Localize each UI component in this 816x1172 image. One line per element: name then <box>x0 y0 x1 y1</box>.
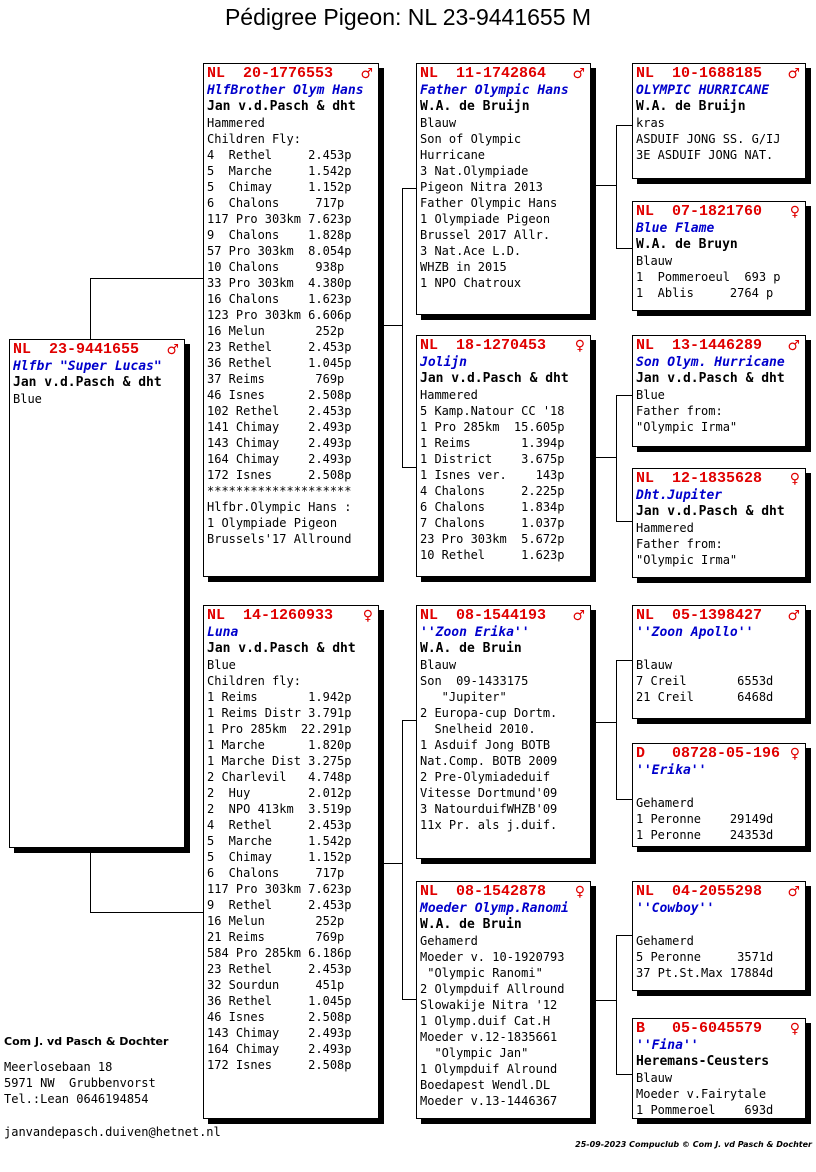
info-line: 7 Creil 6553d <box>636 674 774 688</box>
breeder-street: Meerlosebaan 18 <box>4 1060 113 1074</box>
info-line: 1 Reims 1.394p <box>420 436 565 450</box>
info-line: "Olympic Jan" <box>420 1046 529 1060</box>
pigeon-card-mother-mother[interactable] <box>416 881 591 1119</box>
ring-number-text: NL 08-1544193 <box>420 607 547 624</box>
male-icon: ♂ <box>572 608 585 624</box>
info-line: Moeder v.12-1835661 <box>420 1030 558 1044</box>
ring-number-text: NL 10-1688185 <box>636 65 763 82</box>
info-line: WHZB in 2015 <box>420 260 507 274</box>
info-line: Blue <box>13 392 42 406</box>
info-line: 5 Kamp.Natour CC '18 <box>420 404 565 418</box>
info-line: 37 Pt.St.Max 17884d <box>636 966 774 980</box>
footer-credit: 25-09-2023 Compuclub © Com J. vd Pasch & Dochter <box>575 1140 812 1149</box>
info-line: 23 Rethel 2.453p <box>207 340 352 354</box>
info-line: 1 Peronne 24353d <box>636 828 774 842</box>
info-line: Gehamerd <box>636 796 694 810</box>
info-line: 584 Pro 285km 6.186p <box>207 946 352 960</box>
info-line: 1 Olympiade Pigeon <box>207 516 338 530</box>
female-icon: ♀ <box>789 204 800 220</box>
info-line: Father from: <box>636 404 723 418</box>
connector-line <box>90 847 91 913</box>
info-line: 143 Chimay 2.493p <box>207 436 352 450</box>
info-line: 1 Marche Dist 3.275p <box>207 754 352 768</box>
pigeon-name: Son Olym. Hurricane <box>636 355 785 370</box>
pigeon-name: ''Cowboy'' <box>636 901 715 916</box>
info-line: kras <box>636 116 665 130</box>
info-line: 1 NPO Chatroux <box>420 276 522 290</box>
ring-number <box>420 337 587 355</box>
info-line: 10 Chalons 938p <box>207 260 345 274</box>
pigeon-name: ''Fina'' <box>636 1038 699 1053</box>
info-line: Blauw <box>636 1071 673 1085</box>
info-line: 141 Chimay 2.493p <box>207 420 352 434</box>
ring-number <box>636 65 802 83</box>
connector-line <box>616 521 633 522</box>
info-line: 2 NPO 413km 3.519p <box>207 802 352 816</box>
ring-number-text: NL 18-1270453 <box>420 337 547 354</box>
pigeon-owner: Jan v.d.Pasch & dht <box>636 371 785 386</box>
male-icon: ♂ <box>360 66 373 82</box>
female-icon: ♀ <box>789 471 800 487</box>
info-line: 1 Olympduif Alround <box>420 1062 558 1076</box>
connector-line <box>616 1074 633 1075</box>
ring-number <box>207 65 375 83</box>
ring-number <box>636 337 802 355</box>
info-line: 7 Chalons 1.037p <box>420 516 565 530</box>
connector-line <box>402 188 417 189</box>
female-icon: ♀ <box>362 608 373 624</box>
info-line: Hammered <box>636 521 694 535</box>
pigeon-name: ''Zoon Erika'' <box>420 625 530 640</box>
ring-number <box>207 607 375 625</box>
female-icon: ♀ <box>574 884 585 900</box>
info-line: 46 Isnes 2.508p <box>207 388 352 402</box>
connector-line <box>616 395 617 522</box>
male-icon: ♂ <box>787 66 800 82</box>
info-line: Nat.Comp. BOTB 2009 <box>420 754 558 768</box>
ring-number <box>420 607 587 625</box>
breeder-city: 5971 NW Grubbenvorst <box>4 1076 156 1090</box>
male-icon: ♂ <box>787 338 800 354</box>
connector-line <box>384 325 402 326</box>
info-line: Blue <box>207 658 236 672</box>
pigeon-owner: Jan v.d.Pasch & dht <box>13 375 162 390</box>
info-line: 11x Pr. als j.duif. <box>420 818 558 832</box>
info-line: Blauw <box>420 658 457 672</box>
info-line: 46 Isnes 2.508p <box>207 1010 352 1024</box>
info-line: 1 Asduif Jong BOTB <box>420 738 551 752</box>
info-line: Children fly: <box>207 674 301 688</box>
info-line: Blauw <box>636 658 673 672</box>
connector-line <box>616 248 633 249</box>
info-line: 172 Isnes 2.508p <box>207 1058 352 1072</box>
pigeon-name: HlfBrother Olym Hans <box>207 83 364 98</box>
info-line: 1 Marche 1.820p <box>207 738 352 752</box>
info-line: "Olympic Ranomi" <box>420 966 543 980</box>
info-line: 3E ASDUIF JONG NAT. <box>636 148 774 162</box>
pigeon-owner: W.A. de Bruyn <box>636 237 738 252</box>
info-line: Brussel 2017 Allr. <box>420 228 551 242</box>
pigeon-card-mfm[interactable] <box>632 743 806 847</box>
pigeon-card-fff[interactable] <box>632 63 806 179</box>
pigeon-card-father-father[interactable] <box>416 63 591 315</box>
info-line: Hammered <box>207 116 265 130</box>
ring-number <box>636 203 802 221</box>
ring-number-text: NL 08-1542878 <box>420 883 547 900</box>
pigeon-card-father[interactable] <box>203 63 379 577</box>
info-line: Gehamerd <box>636 934 694 948</box>
info-line: Snelheid 2010. <box>420 722 536 736</box>
pigeon-owner: Jan v.d.Pasch & dht <box>207 99 356 114</box>
male-icon: ♂ <box>787 884 800 900</box>
pigeon-owner: W.A. de Bruin <box>420 641 522 656</box>
ring-number <box>636 883 802 901</box>
info-line: 1 Reims 1.942p <box>207 690 352 704</box>
pigeon-owner: Heremans-Ceusters <box>636 1054 770 1069</box>
male-icon: ♂ <box>787 608 800 624</box>
info-line: 3 Nat.Olympiade <box>420 164 529 178</box>
pigeon-name: Blue Flame <box>636 221 715 236</box>
connector-line <box>90 278 204 279</box>
ring-number-text: NL 07-1821760 <box>636 203 763 220</box>
info-line: Slowakije Nitra '12 <box>420 998 558 1012</box>
info-line: Vitesse Dortmund'09 <box>420 786 558 800</box>
ring-number-text: NL 11-1742864 <box>420 65 547 82</box>
info-line: 1 Pro 285km 15.605p <box>420 420 565 434</box>
info-line: 1 Peronne 29149d <box>636 812 774 826</box>
pigeon-card-mmm[interactable] <box>632 1018 806 1119</box>
connector-line <box>616 799 633 800</box>
connector-line <box>402 999 417 1000</box>
ring-number-text: NL 14-1260933 <box>207 607 334 624</box>
info-line: Boedapest Wendl.DL <box>420 1078 551 1092</box>
pigeon-name: OLYMPIC HURRICANE <box>636 83 770 98</box>
info-line: 172 Isnes 2.508p <box>207 468 352 482</box>
ring-number <box>13 341 181 359</box>
pigeon-card-subject[interactable] <box>9 339 185 848</box>
pigeon-owner <box>636 641 802 657</box>
info-line: "Jupiter" <box>420 690 507 704</box>
ring-number-text: NL 05-1398427 <box>636 607 763 624</box>
info-line: 164 Chimay 2.493p <box>207 1042 352 1056</box>
info-line: 1 District 3.675p <box>420 452 565 466</box>
male-icon: ♂ <box>166 342 179 358</box>
info-line: Moeder v.13-1446367 <box>420 1094 558 1108</box>
ring-number <box>420 883 587 901</box>
connector-line <box>402 720 403 1000</box>
breeder-email[interactable]: janvandepasch.duiven@hetnet.nl <box>4 1125 221 1139</box>
info-line: 4 Chalons 2.225p <box>420 484 565 498</box>
info-line: Son 09-1433175 <box>420 674 529 688</box>
pigeon-card-mff[interactable] <box>632 605 806 719</box>
info-line: 9 Chalons 1.828p <box>207 228 352 242</box>
info-line: ******************** <box>207 484 352 498</box>
female-icon: ♀ <box>789 746 800 762</box>
info-line: 23 Rethel 2.453p <box>207 962 352 976</box>
info-line: 21 Reims 769p <box>207 930 345 944</box>
info-line: Hammered <box>420 388 478 402</box>
connector-line <box>616 125 617 249</box>
info-line: 16 Chalons 1.623p <box>207 292 352 306</box>
pigeon-name: Hlfbr "Super Lucas" <box>13 359 162 374</box>
pigeon-card-mother[interactable] <box>203 605 379 1119</box>
info-line: 1 Olympiade Pigeon <box>420 212 551 226</box>
info-line: 3 Nat.Ace L.D. <box>420 244 522 258</box>
ring-number-text: NL 13-1446289 <box>636 337 763 354</box>
info-line: 143 Chimay 2.493p <box>207 1026 352 1040</box>
connector-line <box>616 660 633 661</box>
info-line: 9 Rethel 2.453p <box>207 898 352 912</box>
info-line: 32 Sourdun 451p <box>207 978 345 992</box>
breeder-phone: Tel.:Lean 0646194854 <box>4 1092 149 1106</box>
info-line: 36 Rethel 1.045p <box>207 356 352 370</box>
pigeon-owner: Jan v.d.Pasch & dht <box>420 371 569 386</box>
pigeon-owner: Jan v.d.Pasch & dht <box>636 504 785 519</box>
ring-number <box>636 607 802 625</box>
ring-number-text: NL 12-1835628 <box>636 470 763 487</box>
info-line: 33 Pro 303km 4.380p <box>207 276 352 290</box>
pigeon-name: Father Olympic Hans <box>420 83 569 98</box>
pigeon-owner <box>636 779 802 795</box>
ring-number-text: NL 20-1776553 <box>207 65 334 82</box>
connector-line <box>90 912 204 913</box>
info-line: "Olympic Irma" <box>636 553 738 567</box>
info-line: Blue <box>636 388 665 402</box>
info-line: Blauw <box>420 116 457 130</box>
info-line: 1 Pommeroeul 693 p <box>636 270 781 284</box>
info-line: 1 Pro 285km 22.291p <box>207 722 352 736</box>
info-line: 6 Chalons 1.834p <box>420 500 565 514</box>
pigeon-card-mmf[interactable] <box>632 881 806 991</box>
connector-line <box>402 467 417 468</box>
info-line: Moeder v.Fairytale <box>636 1087 767 1101</box>
info-line: 1 Pommeroel 693d <box>636 1103 774 1117</box>
info-line: Hlfbr.Olympic Hans : <box>207 500 352 514</box>
ring-number-text: NL 04-2055298 <box>636 883 763 900</box>
connector-line <box>616 125 633 126</box>
pigeon-card-ffm[interactable] <box>632 201 806 311</box>
info-line: 23 Pro 303km 5.672p <box>420 532 565 546</box>
info-line: ASDUIF JONG SS. G/IJ <box>636 132 781 146</box>
info-line: 1 Reims Distr 3.791p <box>207 706 352 720</box>
info-line: 102 Rethel 2.453p <box>207 404 352 418</box>
breeder-name: Com J. vd Pasch & Dochter <box>4 1035 169 1048</box>
pigeon-owner <box>636 917 802 933</box>
info-line: 16 Melun 252p <box>207 914 345 928</box>
info-line: 117 Pro 303km 7.623p <box>207 882 352 896</box>
ring-number-text: B 05-6045579 <box>636 1020 763 1037</box>
info-line: 5 Chimay 1.152p <box>207 180 352 194</box>
ring-number <box>636 470 802 488</box>
pigeon-name: Moeder Olymp.Ranomi <box>420 901 569 916</box>
pigeon-card-mother-father[interactable] <box>416 605 591 859</box>
ring-number <box>636 1020 802 1038</box>
info-line: 1 Ablis 2764 p <box>636 286 774 300</box>
pigeon-owner: W.A. de Bruin <box>420 917 522 932</box>
info-line: 1 Olymp.duif Cat.H <box>420 1014 551 1028</box>
info-line: 4 Rethel 2.453p <box>207 818 352 832</box>
info-line: Moeder v. 10-1920793 <box>420 950 565 964</box>
info-line: Pigeon Nitra 2013 <box>420 180 543 194</box>
info-line: 6 Chalons 717p <box>207 866 345 880</box>
info-line: Gehamerd <box>420 934 478 948</box>
ring-number-text: NL 23-9441655 <box>13 341 140 358</box>
info-line: 164 Chimay 2.493p <box>207 452 352 466</box>
connector-line <box>596 1000 616 1001</box>
info-line: 57 Pro 303km 8.054p <box>207 244 352 258</box>
info-line: Son of Olympic <box>420 132 522 146</box>
info-line: Children Fly: <box>207 132 301 146</box>
info-line: 5 Peronne 3571d <box>636 950 774 964</box>
info-line: 3 NatourduifWHZB'09 <box>420 802 558 816</box>
pigeon-name: ''Zoon Apollo'' <box>636 625 754 640</box>
connector-line <box>596 185 616 186</box>
info-line: 6 Chalons 717p <box>207 196 345 210</box>
info-line: 1 Isnes ver. 143p <box>420 468 565 482</box>
info-line: Father from: <box>636 537 723 551</box>
info-line: 36 Rethel 1.045p <box>207 994 352 1008</box>
info-line: 5 Marche 1.542p <box>207 834 352 848</box>
info-line: Father Olympic Hans <box>420 196 558 210</box>
connector-line <box>384 863 402 864</box>
info-line: 123 Pro 303km 6.606p <box>207 308 352 322</box>
ring-number-text: D 08728-05-196 <box>636 745 781 762</box>
pigeon-card-fmm[interactable] <box>632 468 806 578</box>
info-line: 21 Creil 6468d <box>636 690 774 704</box>
pigeon-owner: W.A. de Bruijn <box>636 99 746 114</box>
info-line: Brussels'17 Allround <box>207 532 352 546</box>
pigeon-owner: Jan v.d.Pasch & dht <box>207 641 356 656</box>
connector-line <box>402 188 403 468</box>
pigeon-name: Dht.Jupiter <box>636 488 723 503</box>
pigeon-card-father-mother[interactable] <box>416 335 591 577</box>
info-line: "Olympic Irma" <box>636 420 738 434</box>
connector-line <box>616 935 633 936</box>
info-line: 4 Rethel 2.453p <box>207 148 352 162</box>
connector-line <box>596 722 616 723</box>
page-title: Pédigree Pigeon: NL 23-9441655 M <box>224 4 592 30</box>
info-line: 117 Pro 303km 7.623p <box>207 212 352 226</box>
info-line: 2 Huy 2.012p <box>207 786 352 800</box>
info-line: 2 Pre-Olymiadeduif <box>420 770 551 784</box>
pigeon-name: ''Erika'' <box>636 763 707 778</box>
connector-line <box>90 278 91 340</box>
connector-line <box>402 720 417 721</box>
info-line: Hurricane <box>420 148 486 162</box>
male-icon: ♂ <box>572 66 585 82</box>
female-icon: ♀ <box>574 338 585 354</box>
info-line: 2 Europa-cup Dortm. <box>420 706 558 720</box>
connector-line <box>616 935 617 1075</box>
connector-line <box>616 660 617 800</box>
connector-line <box>616 395 633 396</box>
pigeon-name: Jolijn <box>420 355 467 370</box>
info-line: 37 Reims 769p <box>207 372 345 386</box>
info-line: 16 Melun 252p <box>207 324 345 338</box>
ring-number <box>420 65 587 83</box>
info-line: 2 Charlevil 4.748p <box>207 770 352 784</box>
pigeon-name: Luna <box>207 625 239 640</box>
info-line: 10 Rethel 1.623p <box>420 548 565 562</box>
pigeon-card-fmf[interactable] <box>632 335 806 447</box>
ring-number <box>636 745 802 763</box>
info-line: 5 Marche 1.542p <box>207 164 352 178</box>
info-line: 5 Chimay 1.152p <box>207 850 352 864</box>
info-line: Blauw <box>636 254 673 268</box>
connector-line <box>596 457 616 458</box>
female-icon: ♀ <box>789 1021 800 1037</box>
info-line: 2 Olympduif Allround <box>420 982 565 996</box>
pigeon-owner: W.A. de Bruijn <box>420 99 530 114</box>
